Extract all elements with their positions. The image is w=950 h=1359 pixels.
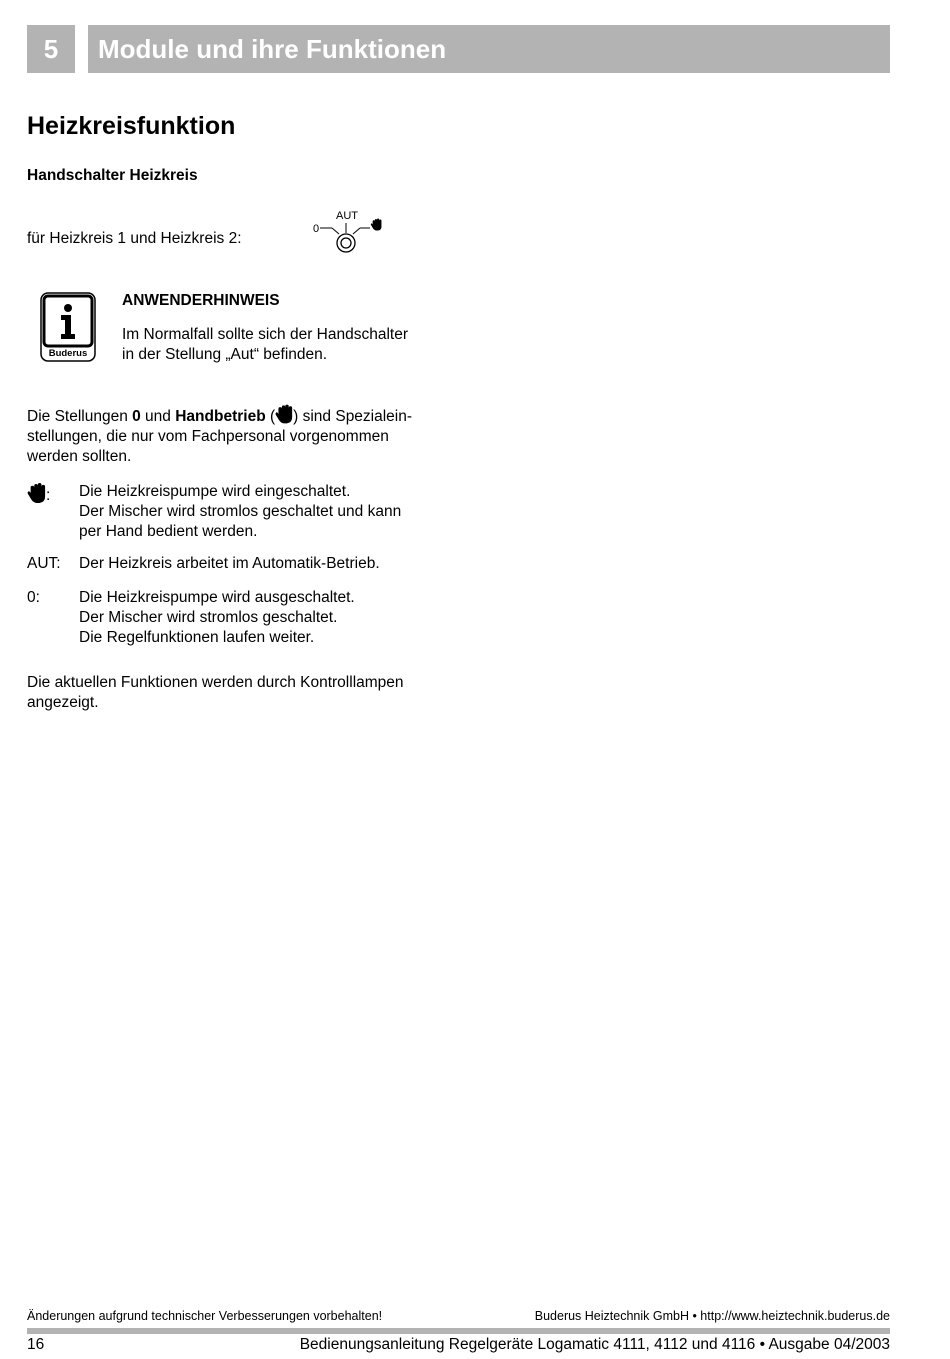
positions-paragraph: [27, 403, 447, 467]
switch-description: für Heizkreis 1 und Heizkreis 2:: [27, 230, 242, 247]
switch-label-zero: 0: [313, 223, 320, 235]
info-icon: [40, 292, 96, 362]
definition-aut: [27, 554, 467, 574]
definition-hand: [27, 482, 467, 542]
subsection-title: Handschalter Heizkreis: [27, 167, 198, 184]
definition-key: :: [27, 482, 79, 542]
switch-label-aut: AUT: [336, 210, 358, 222]
hint-text-line: Im Normalfall sollte sich der Handschalter: [122, 326, 408, 343]
hand-icon: [275, 403, 293, 425]
chapter-title: Module und ihre Funktionen: [88, 25, 890, 73]
positions-paragraph-line1: Die Stellungen 0 und Handbetrieb ( ) sind Spezialein-: [27, 403, 447, 427]
footer-document-title: Bedienungsanleitung Regelgeräte Logamatic 4111, 4112 und 4116 • Ausgabe 04/2003: [299, 1336, 890, 1353]
switch-diagram: [310, 207, 390, 259]
section-title: Heizkreisfunktion: [27, 112, 236, 140]
definition-key: 0:: [27, 589, 40, 606]
definition-zero: [27, 588, 467, 648]
hint-text: [122, 325, 452, 365]
chapter-number: 5: [27, 25, 75, 73]
footer-divider: [27, 1328, 890, 1334]
definition-key: AUT:: [27, 555, 61, 572]
footer-company: Buderus Heiztechnik GmbH • http://www.heiztechnik.buderus.de: [534, 1309, 890, 1323]
definition-text: Die Heizkreispumpe wird eingeschaltet. Der Mischer wird stromlos geschaltet und kann per Hand bedient werden.: [79, 483, 402, 540]
hand-icon: [371, 218, 382, 230]
hand-icon: [27, 482, 46, 504]
positions-paragraph-line2: stellungen, die nur vom Fachpersonal vorgenommen: [27, 428, 389, 445]
page-number: 16: [27, 1336, 45, 1353]
definition-text: Der Heizkreis arbeitet im Automatik-Betrieb.: [79, 555, 380, 572]
footer-disclaimer: Änderungen aufgrund technischer Verbesserungen vorbehalten!: [27, 1309, 383, 1323]
positions-paragraph-line3: werden sollten.: [27, 448, 132, 465]
hint-text-line: in der Stellung „Aut“ befinden.: [122, 346, 328, 363]
buderus-logo-text: Buderus: [48, 348, 88, 359]
lamps-paragraph: Die aktuellen Funktionen werden durch Kontrolllampen angezeigt.: [27, 674, 404, 711]
hint-title: ANWENDERHINWEIS: [122, 292, 280, 309]
definition-text: Die Heizkreispumpe wird ausgeschaltet. Der Mischer wird stromlos geschaltet. Die Regelfunktionen laufen weiter.: [79, 589, 355, 646]
